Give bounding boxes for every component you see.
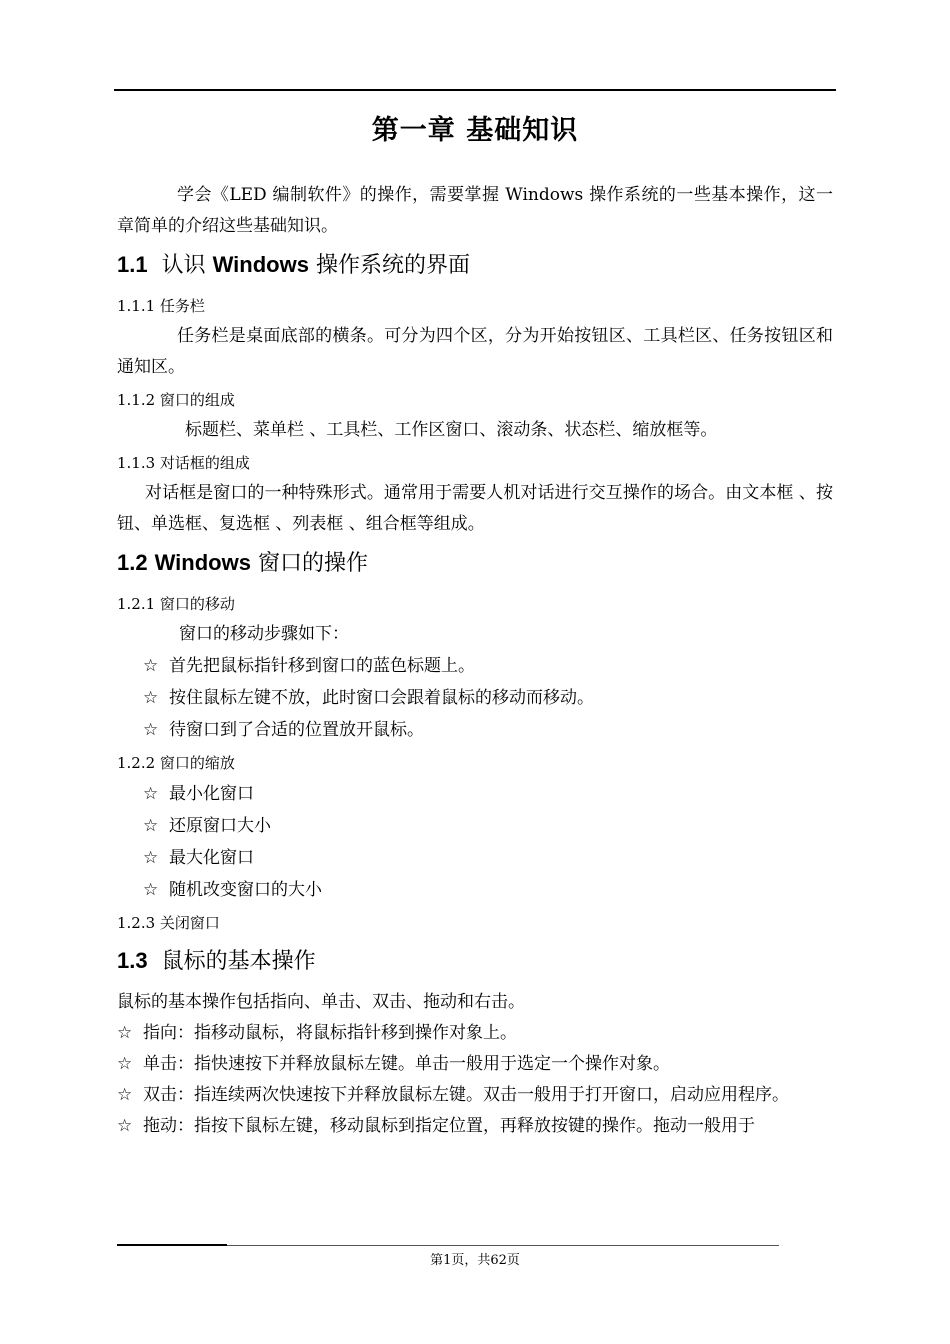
chapter-title: 第一章 基础知识 <box>371 115 579 146</box>
star-icon: ☆ <box>143 688 159 708</box>
star-icon: ☆ <box>143 816 159 836</box>
chapter-intro: 学会《LED 编制软件》的操作，需要掌握 Windows 操作系统的一些基本操作，这一章简单的介绍这些基础知识。 <box>117 185 833 236</box>
footer-rule <box>117 1244 227 1246</box>
section-intro-1-3: 鼠标的基本操作包括指向、单击、双击、拖动和右击。 <box>117 992 525 1012</box>
section-heading-1-2: 1.2 Windows 窗口的操作 <box>117 550 368 576</box>
subsection-text-1-1-2: 标题栏、菜单栏 、工具栏、工作区窗口、滚动条、状态栏、缩放框等。 <box>185 420 718 440</box>
list-item: ☆ 待窗口到了合适的位置放开鼠标。 <box>117 714 833 746</box>
subsection-text-1-1-3: 对话框是窗口的一种特殊形式。通常用于需要人机对话进行交互操作的场合。由文本框 、按钮、单选框、复选框 、列表框 、组合框等组成。 <box>117 483 833 534</box>
star-icon: ☆ <box>143 848 159 868</box>
subsection-title-1-1-1: 1.1.1 任务栏 <box>117 297 205 315</box>
document-page <box>117 108 833 1142</box>
page-number: 第1页，共62页 <box>430 1253 520 1268</box>
subsection-text-1-1-1: 任务栏是桌面底部的横条。可分为四个区，分为开始按钮区、工具栏区、任务按钮区和通知区。 <box>117 326 833 377</box>
star-icon: ☆ <box>117 1054 133 1074</box>
section-heading-1-1: 1.1 认识 Windows 操作系统的界面 <box>117 252 470 278</box>
star-icon: ☆ <box>143 656 159 676</box>
list-item: ☆ 指向：指移动鼠标，将鼠标指针移到操作对象上。 <box>117 1018 833 1049</box>
list-item: ☆ 双击：指连续两次快速按下并释放鼠标左键。双击一般用于打开窗口，启动应用程序。 <box>117 1080 833 1111</box>
list-item: ☆ 还原窗口大小 <box>117 810 833 842</box>
footer-rule <box>227 1245 779 1246</box>
header-rule <box>114 89 836 91</box>
list-item: ☆ 拖动：指按下鼠标左键，移动鼠标到指定位置，再释放按键的操作。拖动一般用于 <box>117 1111 833 1142</box>
list-item: ☆ 首先把鼠标指针移到窗口的蓝色标题上。 <box>117 650 833 682</box>
subsection-text-1-2-1: 窗口的移动步骤如下： <box>179 624 349 644</box>
star-icon: ☆ <box>117 1085 133 1105</box>
list-item: ☆ 单击：指快速按下并释放鼠标左键。单击一般用于选定一个操作对象。 <box>117 1049 833 1080</box>
star-icon: ☆ <box>117 1023 133 1043</box>
star-icon: ☆ <box>143 880 159 900</box>
subsection-title-1-2-1: 1.2.1 窗口的移动 <box>117 595 235 613</box>
star-icon: ☆ <box>143 784 159 804</box>
star-icon: ☆ <box>117 1116 133 1136</box>
subsection-title-1-1-2: 1.1.2 窗口的组成 <box>117 391 235 409</box>
list-item: ☆ 随机改变窗口的大小 <box>117 874 833 906</box>
list-item: ☆ 最小化窗口 <box>117 778 833 810</box>
subsection-title-1-2-3: 1.2.3 关闭窗口 <box>117 914 220 932</box>
list-item: ☆ 最大化窗口 <box>117 842 833 874</box>
list-item: ☆ 按住鼠标左键不放，此时窗口会跟着鼠标的移动而移动。 <box>117 682 833 714</box>
section-heading-1-3: 1.3 鼠标的基本操作 <box>117 948 316 974</box>
star-icon: ☆ <box>143 720 159 740</box>
subsection-title-1-1-3: 1.1.3 对话框的组成 <box>117 454 250 472</box>
subsection-title-1-2-2: 1.2.2 窗口的缩放 <box>117 754 235 772</box>
